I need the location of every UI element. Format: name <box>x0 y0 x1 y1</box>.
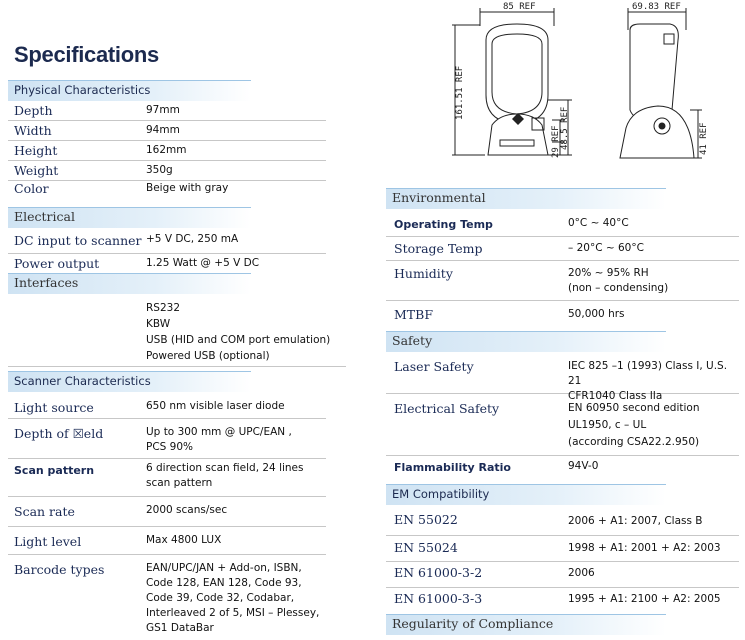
scanner-dimension-drawing <box>440 0 740 165</box>
spec-row-power-output: Power output 1.25 Watt @ +5 V DC <box>14 256 260 271</box>
spec-row-en55022: EN 55022 2006 + A1: 2007, Class B <box>386 504 739 536</box>
spec-row-operating-temp: Operating Temp 0°C ~ 40°C <box>386 208 739 237</box>
dim-base-front-inner: 29 REF <box>551 125 561 158</box>
spec-row-en55024: EN 55024 1998 + A1: 2001 + A2: 2003 <box>386 535 739 562</box>
spec-row-en61000-3-3: EN 61000-3-3 1995 + A1: 2100 + A2: 2005 <box>394 591 721 606</box>
spec-row-light-level: Light level Max 4800 LUX <box>8 526 326 555</box>
spec-row-depth: Depth 97mm <box>8 100 326 121</box>
spec-row-laser-safety: Laser Safety IEC 825 –1 (1993) Class I, U.S. 21 CFR1040 Class IIa <box>386 351 739 394</box>
spec-row-en61000-3-2: EN 61000-3-2 2006 <box>386 561 739 588</box>
spec-row-color: Color Beige with gray <box>14 181 229 196</box>
side-view-drawing <box>620 8 702 158</box>
dim-base-side: 41 REF <box>699 122 709 155</box>
spec-row-humidity: Humidity 20% ~ 95% RH (non – condensing) <box>386 260 739 301</box>
spec-row-height: Height 162mm <box>8 140 326 161</box>
spec-row-light-source: Light source 650 nm visible laser diode <box>8 391 326 419</box>
section-em-header: EM Compatibility <box>386 484 666 505</box>
section-regularity-header: Regularity of Compliance <box>386 614 666 635</box>
spec-row-depth-of-field: Depth of ☒eld Up to 300 mm @ UPC/EAN , PCS 90% <box>8 418 326 459</box>
spec-row-dc-input: DC input to scanner +5 V DC, 250 mA <box>8 227 326 254</box>
spec-row-flammability: Flammability Ratio 94V-0 <box>394 460 599 474</box>
section-safety-header: Safety <box>386 331 666 352</box>
section-scanner-header: Scanner Characteristics <box>8 371 251 392</box>
dim-base-front: 48.5 REF <box>560 106 570 150</box>
spec-row-scan-rate: Scan rate 2000 scans/sec <box>8 496 326 527</box>
dim-width-side: 69.83 REF <box>632 2 681 12</box>
section-physical-header: Physical Characteristics <box>8 80 251 101</box>
spec-row-weight: Weight 350g <box>8 160 326 181</box>
section-electrical-header: Electrical <box>8 207 251 228</box>
spec-row-electrical-safety: Electrical Safety EN 60950 second edition UL1950, c – UL (according CSA22.2.950) <box>386 393 739 456</box>
page-title: Specifications <box>14 42 159 67</box>
section-environmental-header: Environmental <box>386 188 666 209</box>
spec-row-storage-temp: Storage Temp – 20°C ~ 60°C <box>386 236 739 261</box>
spec-row-mtbf: MTBF 50,000 hrs <box>394 307 625 322</box>
dim-height: 161.51 REF <box>455 65 465 120</box>
dim-width-front: 85 REF <box>503 2 536 12</box>
spec-row-width: Width 94mm <box>8 120 326 141</box>
spec-row-barcode-types: Barcode types EAN/UPC/JAN + Add-on, ISBN, Code 128, EAN 128, Code 93, Code 39, Code 32, Codabar, Interleaved 2 of 5, MSI – Plessey, GS1 DataBar <box>14 562 320 634</box>
section-interfaces-header: Interfaces <box>8 273 251 294</box>
spec-row-interfaces: RS232 KBW USB (HID and COM port emulation) Powered USB (optional) <box>8 293 346 367</box>
spec-row-scan-pattern: Scan pattern 6 direction scan field, 24 lines scan pattern <box>8 458 326 497</box>
